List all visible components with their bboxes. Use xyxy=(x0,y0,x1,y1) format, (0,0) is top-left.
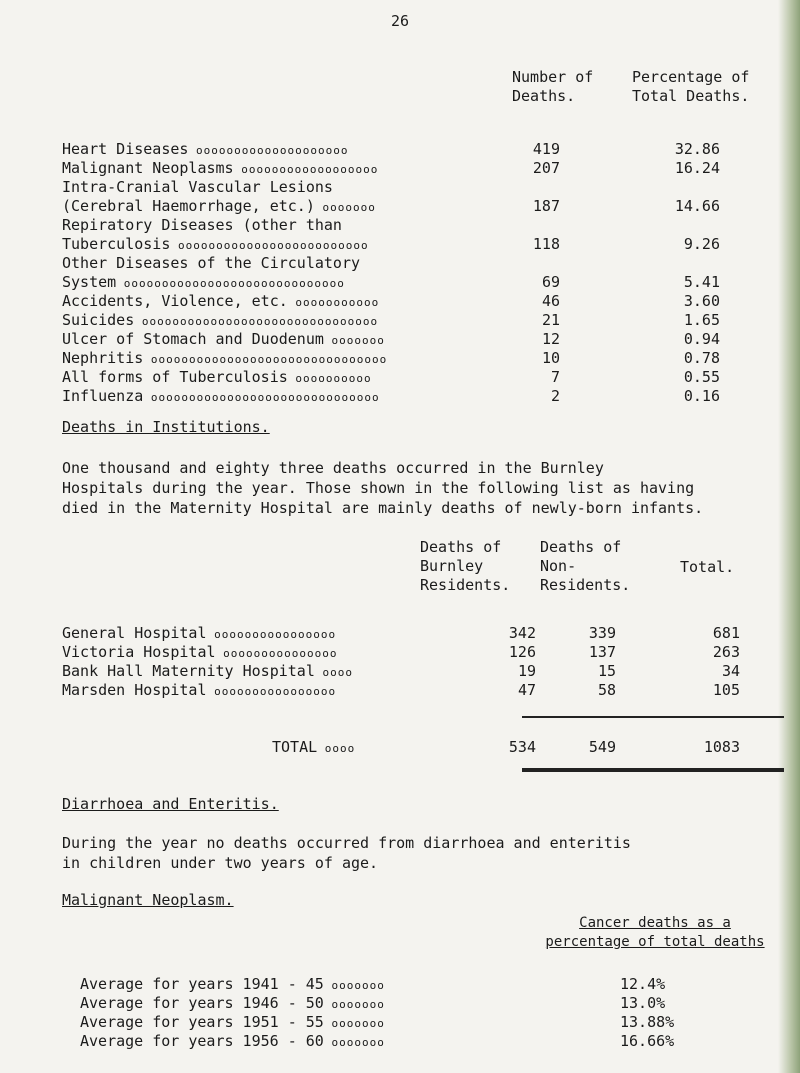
cause-count: 10 xyxy=(541,349,560,367)
residents-count: 342 xyxy=(508,624,536,642)
leader-dots: ooooooooooooooooooooooooo xyxy=(170,239,369,252)
institutions-heading: Deaths in Institutions. xyxy=(62,418,270,436)
neoplasm-percentage: 12.4% xyxy=(620,975,666,993)
cause-count: 46 xyxy=(541,292,560,310)
leader-dots: oooo xyxy=(314,666,353,679)
leader-dots: ooooooooooooooooooooooooooooooo xyxy=(134,315,379,328)
total-count: 263 xyxy=(712,643,740,661)
table-rule-top xyxy=(522,716,784,718)
leader-dots: ooooooooooooooooooooooooooooooo xyxy=(143,353,388,366)
cause-label: All forms of Tuberculosis oooooooooo xyxy=(62,368,372,386)
cause-percentage: 0.16 xyxy=(683,387,720,405)
neoplasm-heading: Malignant Neoplasm. xyxy=(62,891,234,909)
cause-percentage: 3.60 xyxy=(683,292,720,310)
diarrhoea-heading: Diarrhoea and Enteritis. xyxy=(62,795,279,813)
cause-count: 2 xyxy=(550,387,560,405)
cause-count: 7 xyxy=(550,368,560,386)
cause-count: 187 xyxy=(532,197,560,215)
cause-label: Malignant Neoplasms oooooooooooooooooo xyxy=(62,159,379,177)
cause-percentage: 0.78 xyxy=(683,349,720,367)
cause-count: 419 xyxy=(532,140,560,158)
cause-percentage: 9.26 xyxy=(683,235,720,253)
cause-count: 118 xyxy=(532,235,560,253)
neoplasm-row-label: Average for years 1951 - 55 ooooooo xyxy=(80,1013,385,1031)
total-count: 1083 xyxy=(703,738,740,756)
cause-label: Accidents, Violence, etc. ooooooooooo xyxy=(62,292,380,310)
neoplasm-percentage: 13.88% xyxy=(620,1013,675,1031)
cause-count: 207 xyxy=(532,159,560,177)
cause-label: Tuberculosis ooooooooooooooooooooooooo xyxy=(62,235,369,253)
cause-percentage: 0.55 xyxy=(683,368,720,386)
non-residents-count: 339 xyxy=(588,624,616,642)
page-edge xyxy=(778,0,800,1073)
leader-dots: ooooooo xyxy=(323,1036,385,1049)
leader-dots: oooooooooo xyxy=(287,372,372,385)
hospital-name: Bank Hall Maternity Hospital oooo xyxy=(62,662,353,680)
cause-percentage: 16.24 xyxy=(674,159,720,177)
cause-label: System ooooooooooooooooooooooooooooo xyxy=(62,273,345,291)
total-count: 34 xyxy=(721,662,740,680)
hospital-name: Marsden Hospital oooooooooooooooo xyxy=(62,681,337,699)
cause-label: Other Diseases of the Circulatory xyxy=(62,254,361,272)
total-count: 105 xyxy=(712,681,740,699)
leader-dots: oooo xyxy=(317,742,356,755)
non-residents-count: 549 xyxy=(588,738,616,756)
residents-count: 19 xyxy=(517,662,536,680)
leader-dots: oooooooooooooooo xyxy=(206,628,337,641)
cause-label: Nephritis ooooooooooooooooooooooooooooooo xyxy=(62,349,388,367)
leader-dots: ooooooo xyxy=(323,979,385,992)
cause-label: Repiratory Diseases (other than xyxy=(62,216,342,234)
residents-count: 534 xyxy=(508,738,536,756)
residents-count: 126 xyxy=(508,643,536,661)
cause-percentage: 1.65 xyxy=(683,311,720,329)
hospital-name: General Hospital oooooooooooooooo xyxy=(62,624,337,642)
leader-dots: ooooooo xyxy=(323,1017,385,1030)
cause-percentage: 5.41 xyxy=(683,273,720,291)
cause-label: (Cerebral Haemorrhage, etc.) ooooooo xyxy=(62,197,376,215)
cause-percentage: 32.86 xyxy=(674,140,720,158)
header-burnley-residents: Deaths of Burnley Residents. xyxy=(420,538,511,594)
non-residents-count: 58 xyxy=(597,681,616,699)
leader-dots: ooooooo xyxy=(323,998,385,1011)
leader-dots: oooooooooooooooooooo xyxy=(188,144,349,157)
header-non-residents: Deaths of Non- Residents. xyxy=(540,538,631,594)
leader-dots: oooooooooooooooooooooooooooooo xyxy=(143,391,380,404)
leader-dots: ooooooooooo xyxy=(287,296,380,309)
institutions-paragraph: One thousand and eighty three deaths occurred in the Burnley Hospitals during the year. Those shown in the following list as having died in the Maternity Hospital are mainly deaths of newly-born infants. xyxy=(62,459,704,517)
leader-dots: ooooooooooooooo xyxy=(215,647,338,660)
page-number: 26 xyxy=(390,12,410,30)
cause-count: 12 xyxy=(541,330,560,348)
neoplasm-percentage: 16.66% xyxy=(620,1032,675,1050)
leader-dots: ooooooo xyxy=(323,334,385,347)
residents-count: 47 xyxy=(517,681,536,699)
leader-dots: oooooooooooooooooo xyxy=(233,163,379,176)
cause-percentage: 0.94 xyxy=(683,330,720,348)
cause-label: Suicides ooooooooooooooooooooooooooooooo xyxy=(62,311,379,329)
cause-label: Influenza oooooooooooooooooooooooooooooo xyxy=(62,387,380,405)
hospital-name: Victoria Hospital ooooooooooooooo xyxy=(62,643,338,661)
leader-dots: ooooooooooooooooooooooooooooo xyxy=(116,277,345,290)
leader-dots: ooooooo xyxy=(314,201,376,214)
header-number-of-deaths: Number of Deaths. xyxy=(512,68,594,105)
cause-label: Ulcer of Stomach and Duodenum ooooooo xyxy=(62,330,385,348)
cause-count: 69 xyxy=(541,273,560,291)
non-residents-count: 137 xyxy=(588,643,616,661)
neoplasm-row-label: Average for years 1946 - 50 ooooooo xyxy=(80,994,385,1012)
neoplasm-row-label: Average for years 1941 - 45 ooooooo xyxy=(80,975,385,993)
non-residents-count: 15 xyxy=(597,662,616,680)
cause-count: 21 xyxy=(541,311,560,329)
neoplasm-row-label: Average for years 1956 - 60 ooooooo xyxy=(80,1032,385,1050)
cause-percentage: 14.66 xyxy=(674,197,720,215)
table-rule-bottom xyxy=(522,768,784,772)
total-count: 681 xyxy=(712,624,740,642)
cause-label: Heart Diseases oooooooooooooooooooo xyxy=(62,140,349,158)
cause-label: Intra-Cranial Vascular Lesions xyxy=(62,178,333,196)
header-total: Total. xyxy=(680,558,735,576)
diarrhoea-paragraph: During the year no deaths occurred from diarrhoea and enteritis in children under two years of age. xyxy=(62,834,631,872)
header-percentage-of-total: Percentage of Total Deaths. xyxy=(632,68,750,105)
neoplasm-column-header: Cancer deaths as a percentage of total deaths xyxy=(545,915,765,950)
leader-dots: oooooooooooooooo xyxy=(206,685,337,698)
neoplasm-percentage: 13.0% xyxy=(620,994,666,1012)
total-label: TOTAL oooo xyxy=(272,738,356,756)
